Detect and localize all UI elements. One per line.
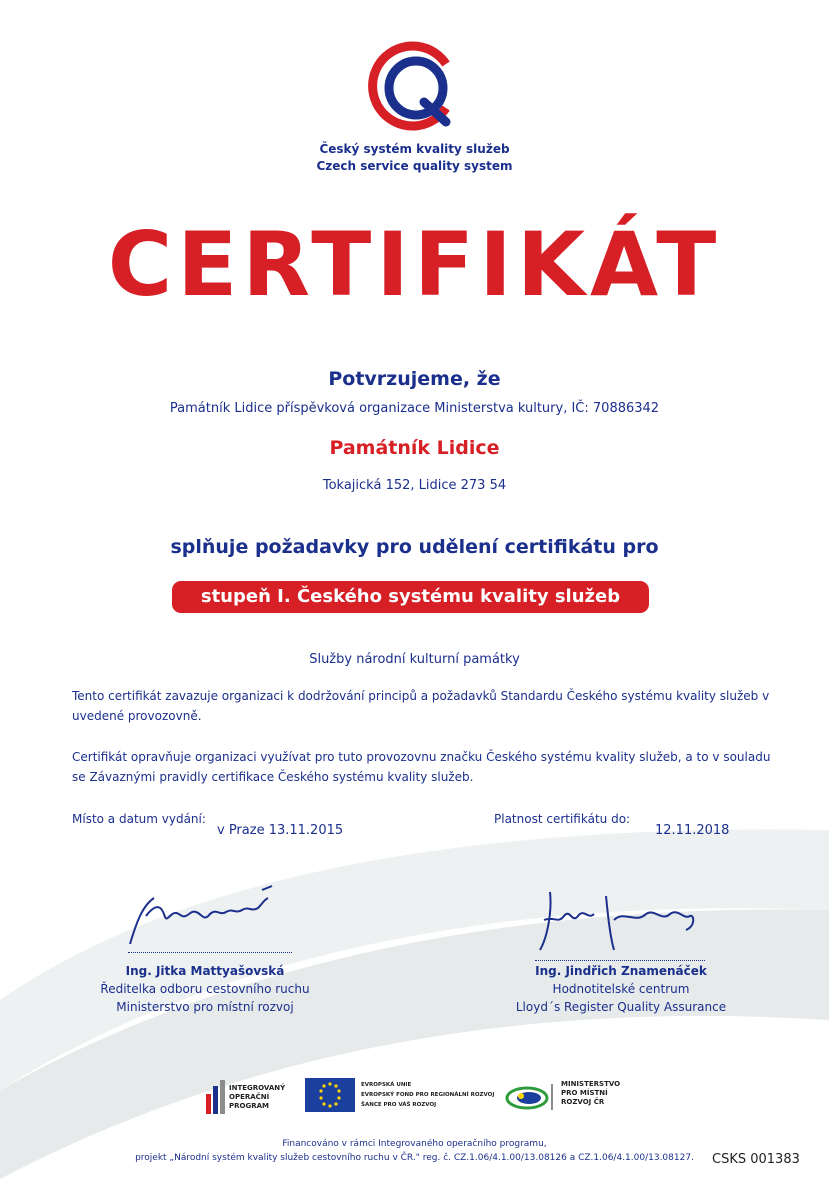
signature-line-1 [128, 952, 292, 953]
footer-line-1: Financováno v rámci Integrovaného operačního programu, [282, 1139, 547, 1149]
signatory-1-role: Ředitelka odboru cestovního ruchu [100, 982, 310, 996]
establishment-address: Tokajická 152, Lidice 273 54 [322, 478, 507, 493]
certificate-code: CSKS 001383 [712, 1152, 800, 1167]
signature-znamenacek [530, 880, 710, 960]
signatory-1-org: Ministerstvo pro místní rozvoj [116, 1000, 294, 1014]
mmr-logo [505, 1078, 645, 1118]
eu-line-2: EVROPSKÝ FOND PRO REGIONÁLNÍ ROZVOJ [361, 1092, 495, 1098]
confirm-heading: Potvrzujeme, že [328, 368, 501, 390]
paragraph-authorization: Certifikát opravňuje organizaci využívat pro tuto provozovnu značku Českého systému kvality služeb, a to v souladu se Závaznými pravidly certifikace Českého systému kvality služeb. [72, 750, 771, 784]
signatory-2-name: Ing. Jindřich Znamenáček [535, 964, 707, 978]
eu-line-1: EVROPSKÁ UNIE [361, 1082, 412, 1088]
iop-line-2: OPERAČNÍ [229, 1093, 270, 1101]
level-banner: stupeň I. Českého systému kvality služeb [172, 581, 649, 613]
signatory-2-role: Hodnotitelské centrum [552, 982, 690, 996]
organization-name: Památník Lidice příspěvková organizace Ministerstva kultury, IČ: 70886342 [169, 401, 660, 416]
mmr-line-2: PRO MÍSTNÍ [561, 1089, 608, 1097]
footer-line-2: projekt „Národní systém kvality služeb cestovního ruchu v ČR." reg. č. CZ.1.06/4.1.00/13.08126 a CZ.1.06/4.1.00/13.08127. [135, 1153, 694, 1163]
signatory-2 [471, 962, 771, 1016]
logo-text-en: Czech service quality system [316, 159, 513, 173]
mmr-emblem-icon [505, 1082, 555, 1112]
eu-line-3: ŠANCE PRO VÁŠ ROZVOJ [361, 1102, 437, 1108]
eu-flag-icon [305, 1078, 355, 1112]
requirement-statement: splňuje požadavky pro udělení certifikátu pro [170, 536, 659, 558]
signatory-1 [55, 962, 355, 1016]
signature-line-2 [535, 960, 705, 961]
establishment-name: Památník Lidice [329, 437, 500, 459]
iop-line-1: INTEGROVANÝ [229, 1084, 286, 1092]
issue-label: Místo a datum vydání: [72, 812, 206, 826]
eu-logo [305, 1078, 495, 1116]
validity-value: 12.11.2018 [655, 823, 730, 838]
iop-logo [205, 1080, 295, 1114]
issue-value: v Praze 13.11.2015 [217, 823, 344, 838]
validity-label: Platnost certifikátu do: [494, 812, 631, 826]
csks-logo-icon [364, 38, 460, 134]
iop-line-3: PROGRAM [229, 1102, 269, 1110]
paragraph-obligation: Tento certifikát zavazuje organizaci k dodržování principů a požadavků Standardu Českého systému kvality služeb v uvedené provozovně. [72, 689, 770, 723]
mmr-line-1: MINISTERSTVO [561, 1080, 621, 1088]
certificate-title: CERTIFIKÁT [107, 213, 722, 316]
iop-bars-icon [205, 1080, 227, 1114]
signatory-1-name: Ing. Jitka Mattyašovská [125, 964, 285, 978]
mmr-line-3: ROZVOJ ČR [561, 1098, 605, 1106]
funding-footer [0, 1137, 829, 1165]
signatory-2-org: Lloyd´s Register Quality Assurance [515, 1000, 727, 1014]
logo-text-cz: Český systém kvality služeb [319, 142, 510, 156]
signature-mattyasovska [112, 880, 292, 950]
service-type: Služby národní kulturní památky [309, 652, 520, 667]
